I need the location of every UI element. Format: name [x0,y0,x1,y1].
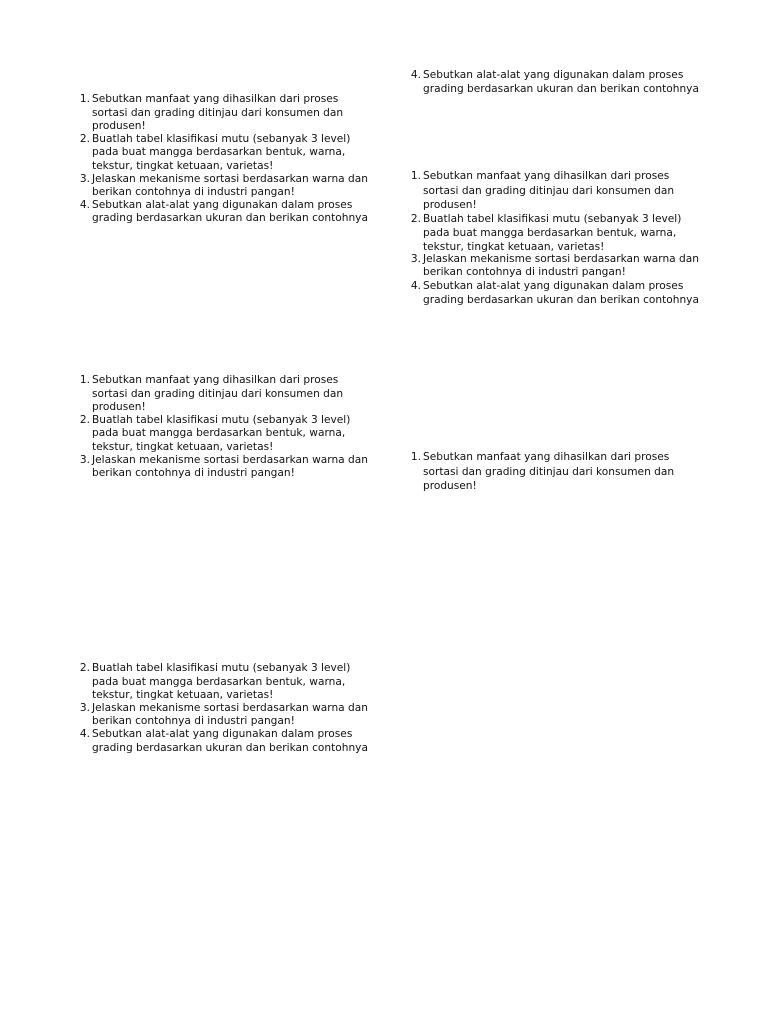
question-number: 1. [410,451,421,463]
question-number: 4. [79,198,90,211]
question-item [403,169,703,213]
question-number: 4. [410,69,421,81]
question-text: Buatlah tabel klasifikasi mutu (sebanyak 3 level) pada buat mangga berdasarkan bentuk, warna, tekstur, tingkat ketuaan, varietas! [92,662,351,702]
question-item [72,133,372,174]
question-number: 1. [79,93,90,105]
question-number: 3. [79,453,90,466]
question-list-top-left [72,93,372,226]
question-text: Jelaskan mekanisme sortasi berdasarkan warna dan berikan contohnya di industri pangan! [423,252,699,279]
question-number: 1. [410,170,421,182]
question-list-lower-right [403,450,703,494]
question-number: 3. [79,172,90,185]
question-text: Sebutkan manfaat yang dihasilkan dari proses sortasi dan grading ditinjau dari konsumen dan produsen! [423,170,675,212]
question-number: 4. [79,727,90,740]
question-text: Buatlah tabel klasifikasi mutu (sebanyak 3 level) pada buat mangga berdasarkan bentuk, warna, tekstur, tingkat ketuaan, varietas! [92,413,351,453]
question-item [72,374,372,415]
question-number: 2. [79,413,90,426]
question-text: Buatlah tabel klasifikasi mutu (sebanyak 3 level) pada buat mangga berdasarkan bentuk, warna, tekstur, tingkat ketuaan, varietas! [92,132,351,172]
question-item [403,253,703,280]
question-text: Jelaskan mekanisme sortasi berdasarkan warna dan berikan contohnya di industri pangan! [92,453,368,480]
question-text: Sebutkan alat-alat yang digunakan dalam proses grading berdasarkan ukuran dan berikan contohnya [423,279,699,307]
question-item [72,199,372,226]
question-item [72,173,372,200]
question-item [403,69,703,96]
question-number: 2. [79,132,90,145]
question-item [72,454,372,481]
question-text: Sebutkan alat-alat yang digunakan dalam proses grading berdasarkan ukuran dan berikan contohnya [423,69,699,95]
question-item [403,450,703,494]
question-number: 3. [79,701,90,714]
question-text: Jelaskan mekanisme sortasi berdasarkan warna dan berikan contohnya di industri pangan! [92,172,368,199]
question-item [72,93,372,134]
question-item [403,279,703,308]
question-item [72,414,372,455]
question-item [72,662,372,703]
question-text: Sebutkan manfaat yang dihasilkan dari proses sortasi dan grading ditinjau dari konsumen dan produsen! [92,374,344,414]
question-text: Buatlah tabel klasifikasi mutu (sebanyak 3 level) pada buat mangga berdasarkan bentuk, warna, tekstur, tingkat ketuaan, varietas! [423,212,682,253]
question-number: 2. [410,212,421,225]
question-text: Sebutkan manfaat yang dihasilkan dari proses sortasi dan grading ditinjau dari konsumen dan produsen! [423,451,675,493]
question-text: Sebutkan manfaat yang dihasilkan dari proses sortasi dan grading ditinjau dari konsumen dan produsen! [92,93,344,133]
question-number: 2. [79,662,90,674]
question-number: 1. [79,374,90,386]
question-item [403,212,703,254]
question-text: Jelaskan mekanisme sortasi berdasarkan warna dan berikan contohnya di industri pangan! [92,701,368,728]
question-text: Sebutkan alat-alat yang digunakan dalam proses grading berdasarkan ukuran dan berikan contohnya [92,198,368,225]
question-number: 3. [410,252,421,265]
question-list-mid-left [72,374,372,481]
question-number: 4. [410,279,421,292]
question-item [72,702,372,729]
question-list-mid-right [403,169,703,308]
question-text: Sebutkan alat-alat yang digunakan dalam proses grading berdasarkan ukuran dan berikan contohnya [92,727,368,754]
question-list-bottom-left [72,662,372,755]
question-list-top-right [403,69,703,96]
question-item [72,728,372,755]
